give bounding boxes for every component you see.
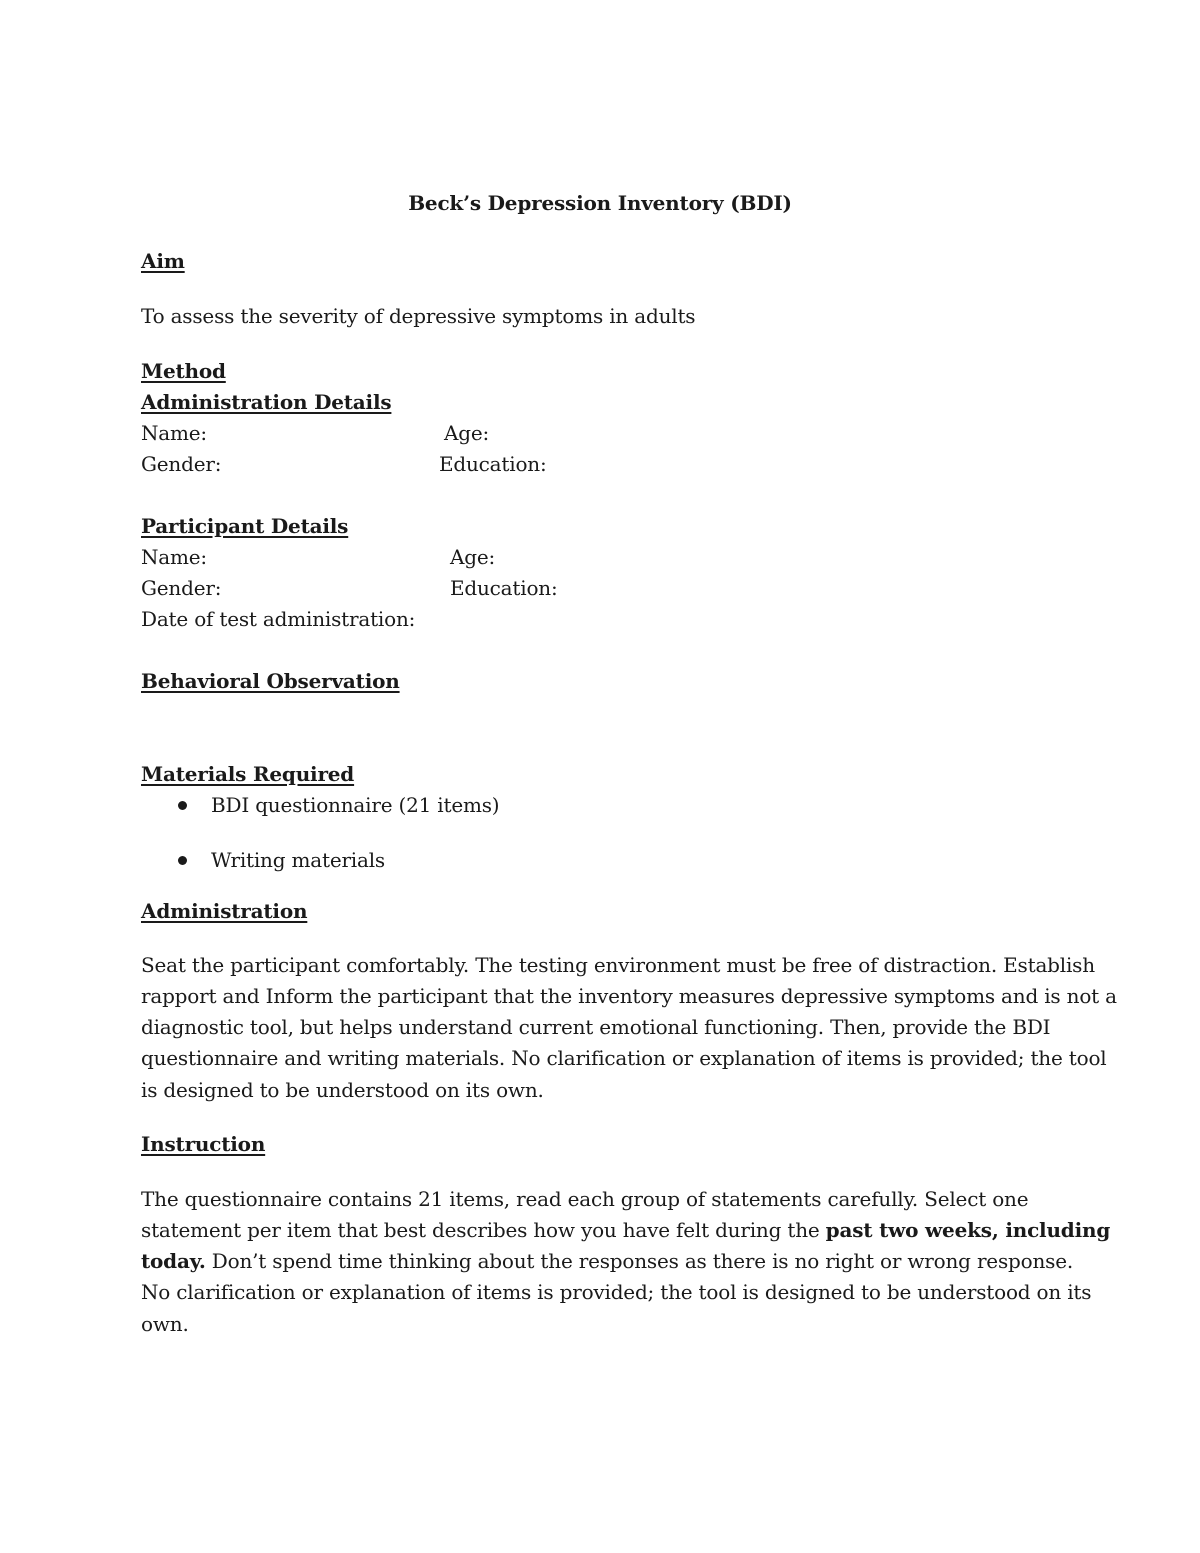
participant-age-label: Age: (450, 545, 496, 569)
admin-education-label: Education: (439, 452, 547, 476)
administration-heading: Administration (141, 899, 308, 923)
method-heading: Method (141, 359, 226, 383)
instruction-emphasis: today. (141, 1249, 206, 1273)
participant-gender-label: Gender: (141, 576, 222, 600)
materials-heading: Materials Required (141, 762, 355, 786)
participant-details-heading: Participant Details (141, 514, 349, 538)
bullet-icon (178, 856, 187, 865)
instruction-line (141, 1246, 1073, 1277)
aim-heading: Aim (141, 249, 185, 273)
instruction-text: Don’t spend time thinking about the responses as there is no right or wrong response. (205, 1249, 1073, 1273)
participant-education-label: Education: (450, 576, 558, 600)
administration-line: Seat the participant comfortably. The testing environment must be free of distraction. Establish (141, 953, 1095, 977)
instruction-emphasis: past two weeks, including (825, 1218, 1111, 1242)
materials-item: BDI questionnaire (21 items) (211, 793, 500, 817)
instruction-text: statement per item that best describes how you have felt during the (141, 1218, 826, 1242)
participant-name-label: Name: (141, 545, 207, 569)
instruction-line: No clarification or explanation of items is provided; the tool is designed to be understood on its (141, 1280, 1092, 1304)
instruction-line: own. (141, 1312, 189, 1336)
instruction-line (141, 1215, 1110, 1246)
administration-line: questionnaire and writing materials. No clarification or explanation of items is provided; the tool (141, 1046, 1107, 1070)
document-title: Beck’s Depression Inventory (BDI) (408, 191, 792, 215)
behavioral-observation-heading: Behavioral Observation (141, 669, 400, 693)
materials-item: Writing materials (211, 848, 385, 872)
admin-name-label: Name: (141, 421, 207, 445)
administration-details-heading: Administration Details (141, 390, 392, 414)
bullet-icon (178, 801, 187, 810)
instruction-line: The questionnaire contains 21 items, read each group of statements carefully. Select one (141, 1187, 1029, 1211)
aim-text: To assess the severity of depressive symptoms in adults (141, 304, 696, 328)
admin-gender-label: Gender: (141, 452, 222, 476)
admin-age-label: Age: (444, 421, 490, 445)
administration-line: diagnostic tool, but helps understand current emotional functioning. Then, provide the BDI (141, 1015, 1051, 1039)
administration-line: rapport and Inform the participant that the inventory measures depressive symptoms and is not a (141, 984, 1117, 1008)
instruction-heading: Instruction (141, 1132, 266, 1156)
administration-line: is designed to be understood on its own. (141, 1078, 544, 1102)
test-date-label: Date of test administration: (141, 607, 416, 631)
